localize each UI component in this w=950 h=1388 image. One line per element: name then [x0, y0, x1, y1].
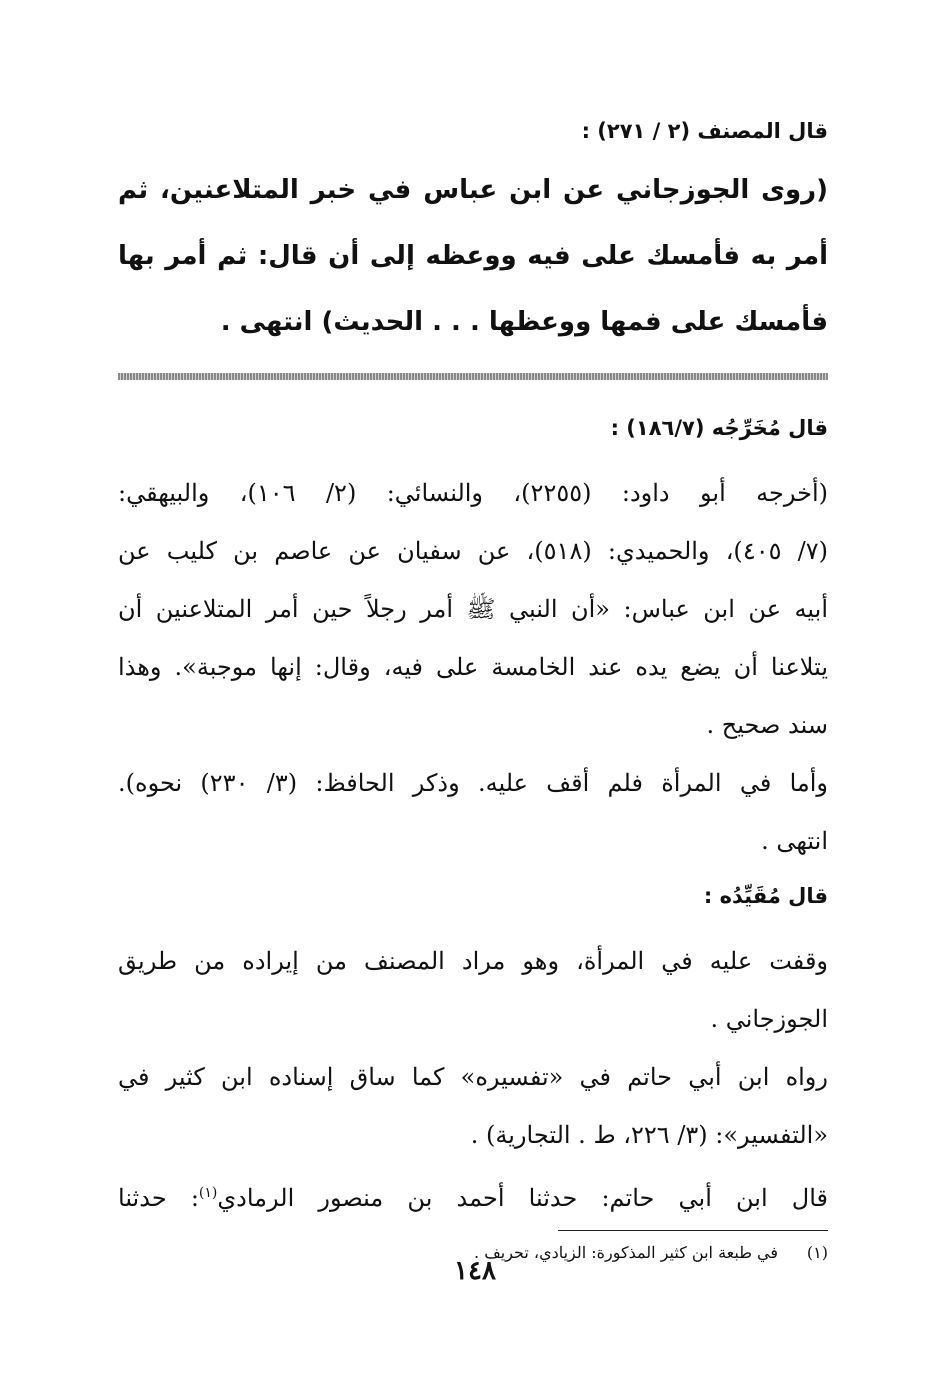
- takhrij-line-7: انتهى .: [761, 827, 828, 855]
- author-quote-line-2: أمر به فأمسك على فيه ووعظه إلى أن قال: ثم أمر بها: [118, 241, 828, 271]
- muqayyid-line-5: [118, 1164, 828, 1222]
- muqayyid-line-2: الجوزجاني .: [710, 1005, 828, 1033]
- page-content: [118, 105, 828, 1275]
- author-quote-line-1: (روى الجوزجاني عن ابن عباس في خبر المتلاعنين، ثم: [118, 175, 828, 205]
- footnote-ref[interactable]: (١): [198, 1185, 218, 1201]
- author-quote-line-3: فأمسك على فمها ووعظها . . . الحديث) انتهى .: [220, 307, 828, 337]
- author-heading: قال المصنف (٢ / ٢٧١) :: [581, 119, 828, 143]
- takhrij-line-6: وأما في المرأة فلم أقف عليه. وذكر الحافظ: (٣/ ٢٣٠) نحوه).: [118, 769, 828, 797]
- muqayyid-line-3: رواه ابن أبي حاتم في «تفسيره» كما ساق إسناده ابن كثير في: [118, 1063, 828, 1091]
- footnote-text: في طبعة ابن كثير المذكورة: الزيادي، تحريف .: [474, 1243, 778, 1262]
- takhrij-line-5: سند صحيح .: [706, 711, 828, 739]
- takhrij-line-4: يتلاعنا أن يضع يده عند الخامسة على فيه، وقال: إنها موجبة». وهذا: [118, 653, 829, 681]
- footnote-number: (١): [806, 1243, 828, 1262]
- last-line-end: : حدثنا: [118, 1184, 199, 1212]
- muqayyid-line-1: وقفت عليه في المرأة، وهو مراد المصنف من إيراده من طريق: [118, 947, 829, 975]
- takhrij-line-3: أبيه عن ابن عباس: «أن النبي ﷺ أمر رجلاً حين أمر المتلاعنين أن: [118, 595, 828, 623]
- muqayyid-heading: قال مُقَيِّدُه :: [703, 884, 828, 908]
- takhrij-line-1: (أخرجه أبو داود: (٢٢٥٥)، والنسائي: (٢/ ١٠٦)، والبيهقي:: [118, 479, 828, 507]
- last-line-text: قال ابن أبي حاتم: حدثنا أحمد بن منصور الرمادي: [217, 1184, 828, 1212]
- takhrij-line-2: (٧/ ٤٠٥)، والحميدي: (٥١٨)، عن سفيان عن عاصم بن كليب عن: [118, 537, 829, 565]
- takhrij-heading: قال مُخَرِّجُه (١٨٦/٧) :: [610, 416, 828, 440]
- section-divider: [118, 373, 828, 380]
- page-number: ١٤٨: [454, 1256, 496, 1286]
- muqayyid-line-4: «التفسير»: (٣/ ٢٢٦، ط . التجارية) .: [470, 1121, 828, 1149]
